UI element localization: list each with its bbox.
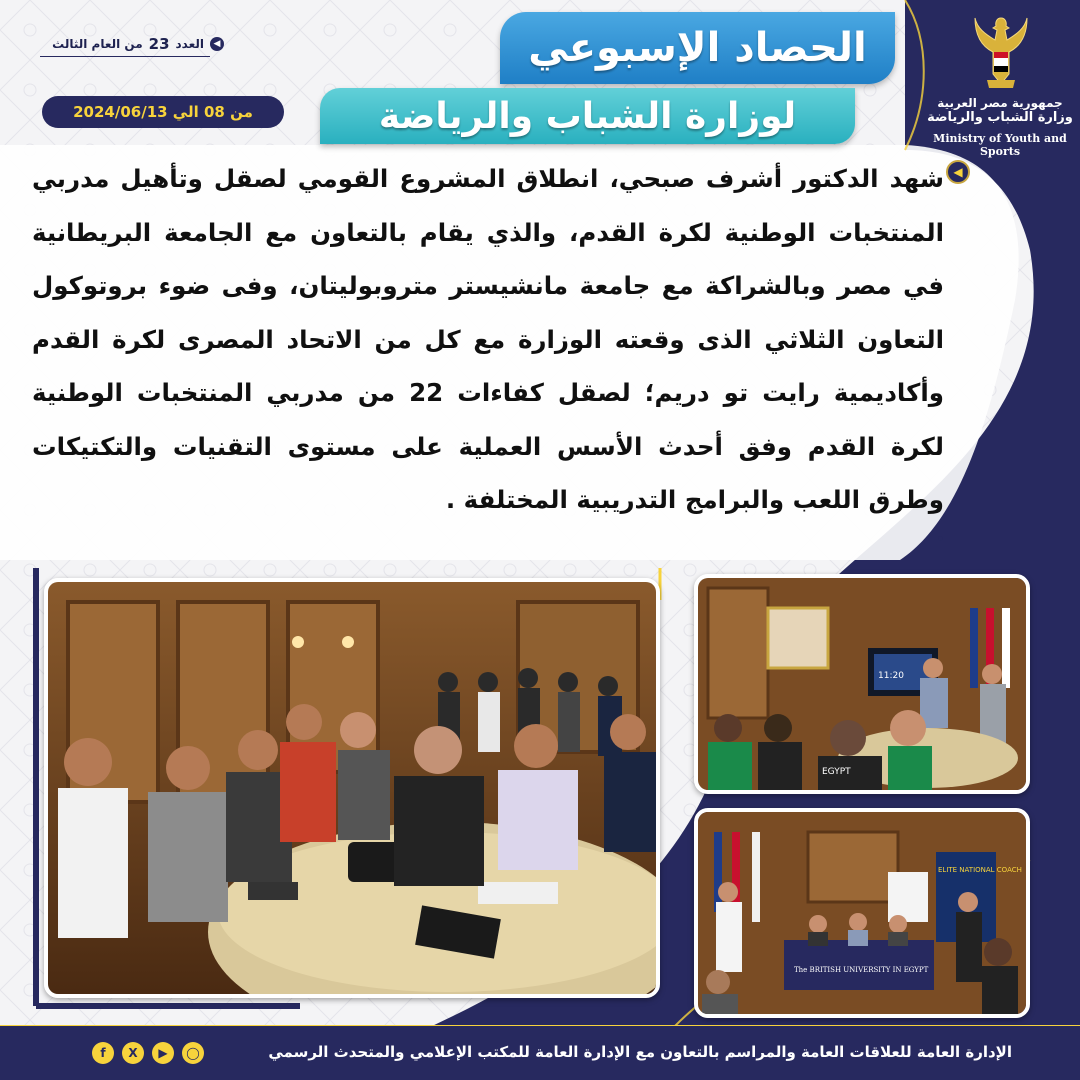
photo-panel-table <box>694 808 1030 1018</box>
date-range: من 08 الي 2024/06/13 <box>42 96 284 128</box>
title-banner-ministry <box>320 88 855 144</box>
title-banner-main <box>500 12 895 84</box>
page-subtitle: لوزارة الشباب والرياضة <box>378 95 797 137</box>
photo-meeting-audience <box>44 578 660 998</box>
article-text: شهد الدكتور أشرف صبحي، انطلاق المشروع القومي لصقل وتأهيل مدربي المنتخبات الوطنية لكرة القدم، والذي يقام بالتعاون مع الجامعة البريطانية في مصر وبالشراكة مع جامعة مانشيستر متروبوليتان، وفى ضوء بروتوكول التعاون الثلاثي الذى وقعته الوزارة مع كل من الاتحاد المصرى لكرة القدم وأكاديمية رايت تو دريم؛ لصقل كفاءات 22 من مدربي المنتخبات الوطنية لكرة القدم وفق أحدث الأسس العملية على مستوى التقنيات والتكتيكات وطرق اللعب والبرامج التدريبية المختلفة . <box>32 164 944 514</box>
footer-credit: الإدارة العامة للعلاقات العامة والمراسم بالتعاون مع الإدارة العامة للمكتب الإعلامي والمتحدث الرسمي <box>268 1043 1012 1061</box>
end-dot <box>938 536 943 541</box>
issue-suffix: من العام الثالث <box>52 37 143 51</box>
issue-number: 23 <box>148 35 170 53</box>
banner-text: ELITE NATIONAL COACH <box>938 866 1022 874</box>
issue-label: العدد <box>175 37 204 51</box>
jersey-text: EGYPT <box>822 767 851 777</box>
eagle-emblem-icon <box>973 14 1029 92</box>
social-links <box>92 1042 204 1064</box>
instagram-icon[interactable]: ◯ <box>182 1042 204 1064</box>
logo-ministry-english: Ministry of Youth and Sports <box>933 132 1067 158</box>
logo-country: جمهورية مصر العربية <box>937 96 1063 110</box>
issue-underline <box>40 56 210 57</box>
arrow-left-icon: ◀ <box>210 37 224 51</box>
table-sign: The BRITISH UNIVERSITY IN EGYPT <box>794 966 929 974</box>
x-icon[interactable]: X <box>122 1042 144 1064</box>
logo-ministry-arabic: وزارة الشباب والرياضة <box>927 110 1073 125</box>
page-title: الحصاد الإسبوعي <box>528 25 867 71</box>
ministry-logo <box>925 10 1075 158</box>
bullet-arrow-icon: ◀ <box>946 160 970 184</box>
youtube-icon[interactable]: ▶ <box>152 1042 174 1064</box>
issue-info <box>40 34 224 54</box>
screen-clock: 11:20 <box>878 671 904 681</box>
facebook-icon[interactable]: f <box>92 1042 114 1064</box>
photo-speaker-presentation <box>694 574 1030 794</box>
